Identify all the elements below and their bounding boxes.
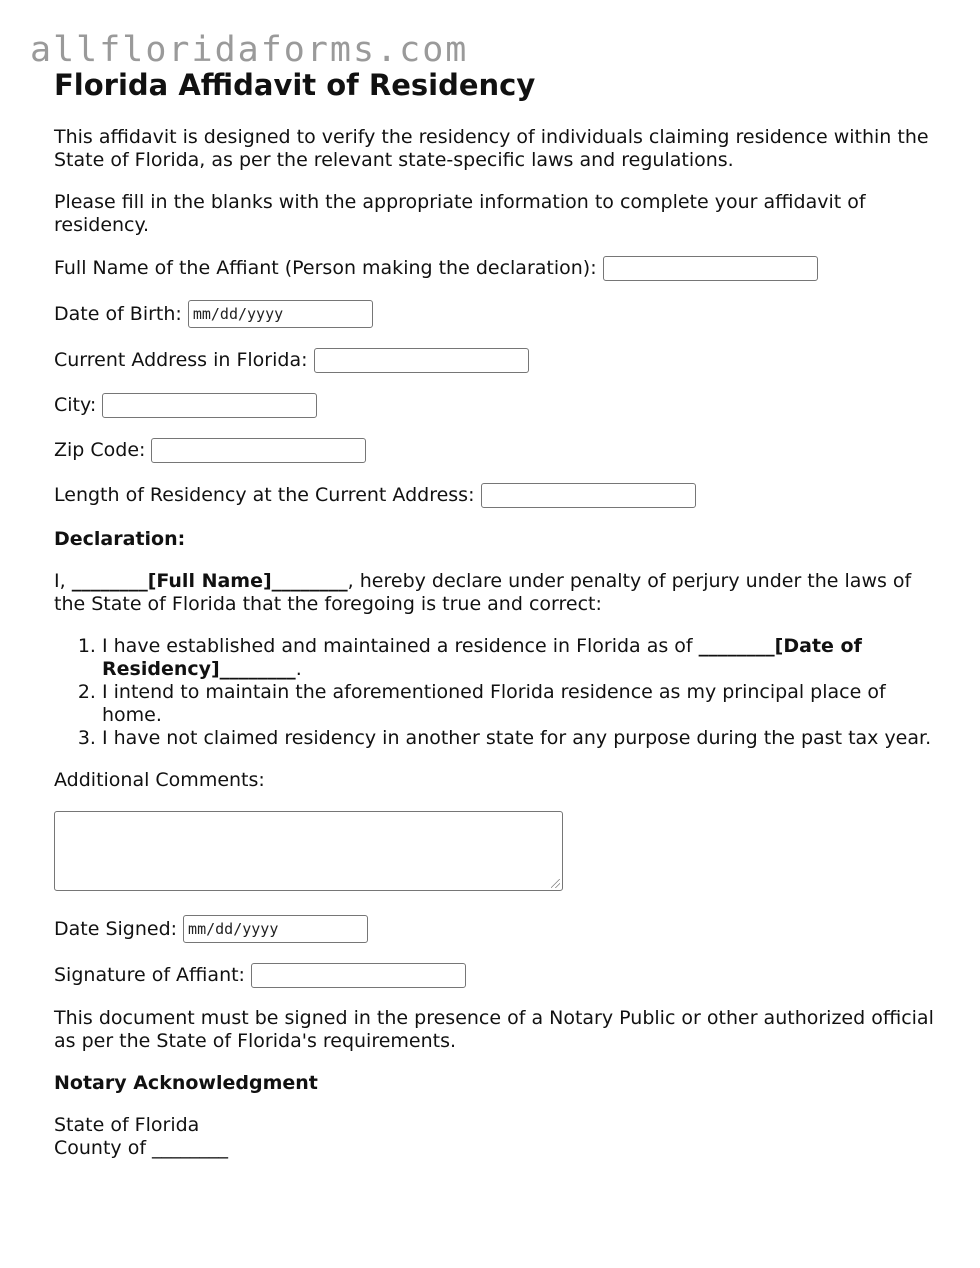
date-signed-row bbox=[54, 915, 944, 943]
resize-grip-icon[interactable] bbox=[551, 879, 560, 888]
comments-label: Additional Comments: bbox=[54, 769, 265, 791]
declaration-prefix: I, bbox=[54, 570, 72, 592]
city-label: City: bbox=[54, 394, 97, 416]
zip-label: Zip Code: bbox=[54, 439, 146, 461]
signature-row bbox=[54, 963, 944, 988]
instructions-paragraph: Please fill in the blanks with the appropriate information to complete your affidavit of residency. bbox=[54, 191, 866, 236]
zip-row bbox=[54, 438, 944, 463]
full-name-input[interactable] bbox=[603, 256, 818, 281]
list-item: 2. I intend to maintain the aforementioned Florida residence as my principal place of home. bbox=[102, 681, 944, 727]
residency-length-label: Length of Residency at the Current Address: bbox=[54, 484, 475, 506]
site-watermark: allfloridaforms.com bbox=[30, 30, 469, 70]
zip-input[interactable] bbox=[151, 438, 366, 463]
date-signed-label: Date Signed: bbox=[54, 917, 178, 940]
page-title: Florida Affidavit of Residency bbox=[54, 68, 536, 102]
date-of-birth-row bbox=[54, 300, 944, 328]
declaration-heading: Declaration: bbox=[54, 528, 186, 550]
residency-date-blank: ________[Date of Residency]________ bbox=[102, 635, 862, 680]
notary-heading: Notary Acknowledgment bbox=[54, 1072, 318, 1094]
date-of-birth-label: Date of Birth: bbox=[54, 302, 182, 325]
signature-label: Signature of Affiant: bbox=[54, 964, 245, 986]
full-name-blank: ________[Full Name]________ bbox=[71, 570, 348, 592]
date-of-birth-input[interactable]: mm/dd/yyyy bbox=[188, 300, 373, 328]
city-input[interactable] bbox=[102, 393, 317, 418]
intro-paragraph: This affidavit is designed to verify the residency of individuals claiming residence within the State of Florida, as per the relevant state-specific laws and regulations. bbox=[54, 126, 929, 171]
date-signed-input[interactable]: mm/dd/yyyy bbox=[183, 915, 368, 943]
declaration-statement bbox=[54, 570, 944, 616]
list-item: 3. I have not claimed residency in another state for any purpose during the past tax year. bbox=[102, 727, 944, 750]
address-label: Current Address in Florida: bbox=[54, 349, 308, 371]
declaration-list bbox=[54, 635, 944, 750]
item-1-prefix: I have established and maintained a residence in Florida as of bbox=[102, 635, 699, 657]
notary-venue bbox=[54, 1114, 944, 1160]
full-name-row bbox=[54, 256, 944, 281]
city-row bbox=[54, 393, 944, 418]
county-line: County of ________ bbox=[54, 1137, 229, 1159]
list-item bbox=[102, 635, 944, 681]
affidavit-document bbox=[54, 66, 944, 1160]
notary-notice: This document must be signed in the presence of a Notary Public or other authorized official as per the State of Florida's requirements. bbox=[54, 1007, 934, 1052]
signature-input[interactable] bbox=[251, 963, 466, 988]
residency-length-row bbox=[54, 483, 944, 508]
residency-length-input[interactable] bbox=[481, 483, 696, 508]
declaration-suffix: , hereby declare under penalty of perjury under the laws of the State of Florida that the foregoing is true and correct: bbox=[54, 570, 912, 615]
comments-textarea[interactable] bbox=[54, 811, 563, 891]
address-row bbox=[54, 348, 944, 373]
address-input[interactable] bbox=[314, 348, 529, 373]
full-name-label: Full Name of the Affiant (Person making the declaration): bbox=[54, 257, 597, 279]
item-1-suffix: . bbox=[295, 658, 302, 680]
state-line: State of Florida bbox=[54, 1114, 200, 1136]
